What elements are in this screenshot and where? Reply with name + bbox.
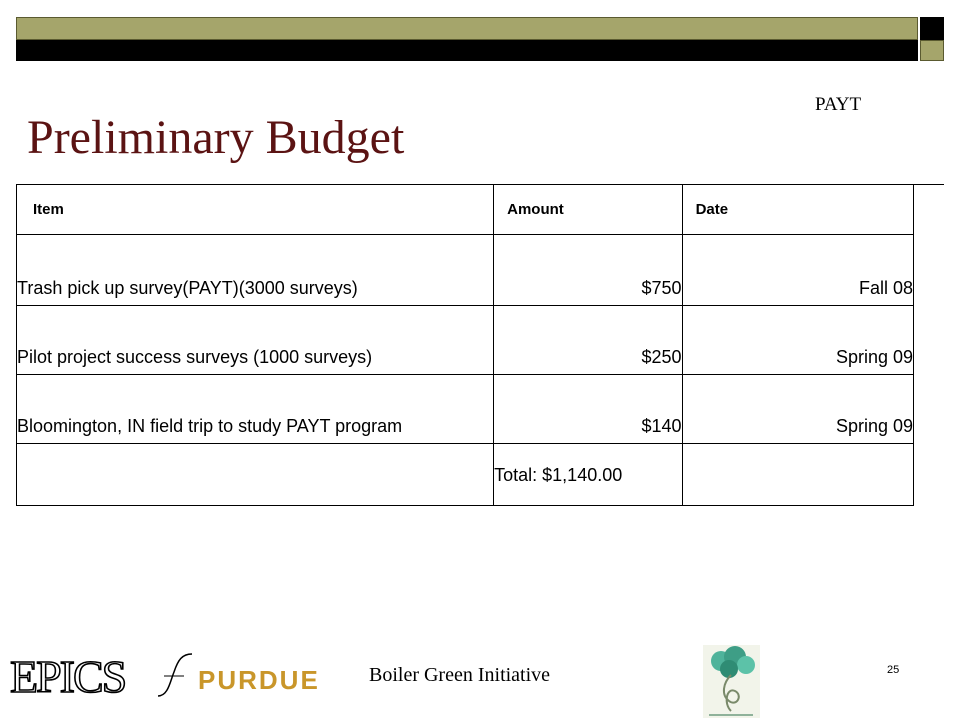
budget-table xyxy=(16,184,914,506)
header-amount: Amount xyxy=(494,185,682,235)
slide-title: Preliminary Budget xyxy=(27,111,405,164)
header-bar-black xyxy=(16,40,918,61)
cell-item: Bloomington, IN field trip to study PAYT program xyxy=(17,375,494,444)
header-square-olive xyxy=(920,40,944,61)
cell-empty xyxy=(682,444,913,506)
cell-amount: $750 xyxy=(494,235,682,306)
cell-amount: $250 xyxy=(494,306,682,375)
purdue-logo-text: PURDUE xyxy=(198,665,320,695)
cell-date: Fall 08 xyxy=(682,235,913,306)
cell-total: Total: $1,140.00 xyxy=(494,444,682,506)
cell-date: Spring 09 xyxy=(682,306,913,375)
cell-date: Spring 09 xyxy=(682,375,913,444)
header-square-black xyxy=(920,17,944,40)
table-header-row xyxy=(17,185,914,235)
cell-empty xyxy=(17,444,494,506)
table-row xyxy=(17,235,914,306)
header-item: Item xyxy=(17,185,494,235)
header-bar-olive xyxy=(16,17,918,40)
slide-subtitle: PAYT xyxy=(815,94,862,115)
header-date: Date xyxy=(682,185,913,235)
cell-item: Trash pick up survey(PAYT)(3000 surveys) xyxy=(17,235,494,306)
table-total-row xyxy=(17,444,914,506)
organization-name: Boiler Green Initiative xyxy=(369,664,551,686)
epics-purdue-logo xyxy=(8,652,328,700)
table-row xyxy=(17,375,914,444)
cell-amount: $140 xyxy=(494,375,682,444)
table-row xyxy=(17,306,914,375)
tree-clef-image xyxy=(703,645,760,718)
epics-logo-text: EPICS xyxy=(10,652,126,700)
logo-swoosh-icon xyxy=(158,654,192,696)
cell-item: Pilot project success surveys (1000 surveys) xyxy=(17,306,494,375)
page-number: 25 xyxy=(887,664,900,676)
